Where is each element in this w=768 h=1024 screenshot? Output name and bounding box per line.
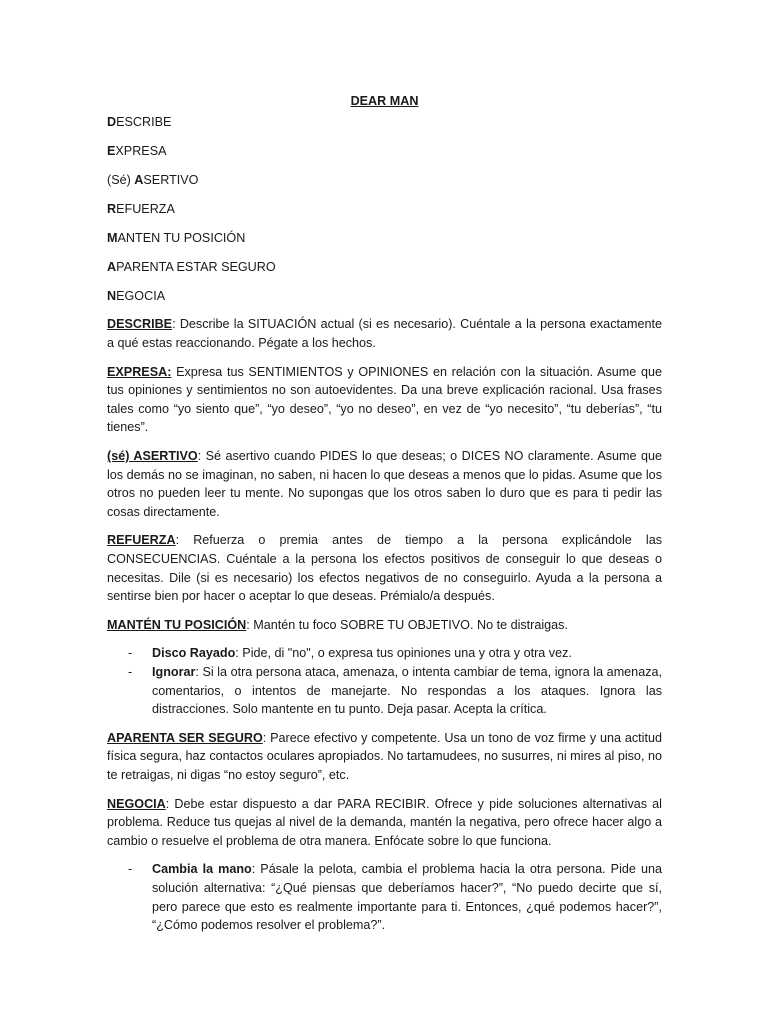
acronym-letter: M xyxy=(107,230,118,245)
section-text: : Describe la SITUACIÓN actual (si es necesario). Cuéntale a la persona exactamente a qué estas reaccionando. Pégate a los hechos. xyxy=(107,317,662,351)
acronym-letter: D xyxy=(107,114,117,129)
acronym-list xyxy=(107,113,662,306)
acronym-letter: E xyxy=(107,143,116,158)
section-text: : Sé asertivo cuando PIDES lo que deseas; o DICES NO claramente. Asume que los demás no se imaginan, no saben, ni hacen lo que deseas a menos que lo pidas. Asume que los otros no pueden leer tu mente. No supongas que los otros saben lo duro que es para ti pedir las cosas directamente. xyxy=(107,449,662,519)
technique-text: : Pásale la pelota, cambia el problema hacia la otra persona. Pide una solución alternativa: “¿Qué piensas que deberíamos hacer?”, “No puedo decirte que sí, pero parece que esto es realmente importante para ti. Entonces, ¿qué podemos hacer?”, “¿Cómo podemos resolver el problema?”. xyxy=(152,862,662,933)
acronym-line-a2 xyxy=(107,258,662,277)
section-refuerza xyxy=(107,531,662,605)
section-manten xyxy=(107,616,662,635)
technique-text: : Si la otra persona ataca, amenaza, o intenta cambiar de tema, ignora la amenaza, comentarios, o intentos de manejarte. No respondas a los ataques. Ignora las distracciones. Solo mantente en tu punto. Deja pasar. Acepta la crítica. xyxy=(152,664,662,717)
section-describe xyxy=(107,315,662,352)
section-text: : Mantén tu foco SOBRE TU OBJETIVO. No te distraigas. xyxy=(246,617,568,632)
section-asertivo xyxy=(107,447,662,521)
section-text: Expresa tus SENTIMIENTOS y OPINIONES en relación con la situación. Asume que tus opiniones y sentimientos no son autoevidentes. Da una breve explicación racional. Usa frases tales como “yo siento que”, “yo deseo”, “yo no deseo”, en vez de “yo necesito”, “tu deberías”, “tu tienes”. xyxy=(107,364,662,435)
acronym-rest: EGOCIA xyxy=(116,288,166,303)
manten-technique-list xyxy=(107,644,662,718)
section-term: REFUERZA xyxy=(107,533,176,548)
acronym-line-d xyxy=(107,113,662,132)
acronym-line-n xyxy=(107,287,662,306)
section-expresa xyxy=(107,363,662,437)
document-title: DEAR MAN xyxy=(350,94,419,108)
list-item xyxy=(107,663,662,719)
acronym-line-r xyxy=(107,200,662,219)
list-item xyxy=(107,860,662,934)
negocia-technique-list xyxy=(107,860,662,934)
dash-bullet: - xyxy=(128,862,133,877)
acronym-letter: A xyxy=(134,172,144,187)
technique-name: Ignorar xyxy=(152,664,196,679)
section-term: NEGOCIA xyxy=(107,796,166,811)
section-term: MANTÉN TU POSICIÓN xyxy=(107,617,247,632)
acronym-rest: ANTEN TU POSICIÓN xyxy=(117,230,246,245)
section-text: : Refuerza o premia antes de tiempo a la persona explicándole las CONSECUENCIAS. Cuéntale a la persona los efectos positivos de conseguir lo que deseas o necesitas. Dile (si es necesario) los efectos negativos de no conseguirlo. Ayuda a la persona a sentirse bien por hacer o aceptar lo que deseas. Prémialo/a después. xyxy=(107,533,662,604)
acronym-letter: R xyxy=(107,201,117,216)
technique-text: : Pide, di "no", o expresa tus opiniones una y otra y otra vez. xyxy=(235,646,572,661)
acronym-rest: SERTIVO xyxy=(143,172,199,187)
section-term: APARENTA SER SEGURO xyxy=(107,730,263,745)
section-aparenta xyxy=(107,729,662,785)
document-page xyxy=(107,92,662,945)
section-term: DESCRIBE xyxy=(107,317,173,332)
acronym-line-e xyxy=(107,142,662,161)
dash-bullet: - xyxy=(128,664,133,679)
section-text: : Parece efectivo y competente. Usa un tono de voz firme y una actitud física segura, haz contactos oculares apropiados. No tartamudees, no susurres, ni mires al piso, no te retraigas, ni digas “no estoy seguro”, etc. xyxy=(107,730,662,782)
section-negocia xyxy=(107,795,662,851)
acronym-prefix: (Sé) xyxy=(107,172,135,187)
section-term: (sé) ASERTIVO xyxy=(107,449,198,464)
acronym-rest: EFUERZA xyxy=(116,201,175,216)
acronym-letter: N xyxy=(107,288,117,303)
acronym-rest: XPRESA xyxy=(115,143,167,158)
acronym-rest: ESCRIBE xyxy=(116,114,172,129)
section-text: : Debe estar dispuesto a dar PARA RECIBIR. Ofrece y pide soluciones alternativas al problema. Reduce tus quejas al nivel de la demanda, mantén la negativa, pero ofrece hacer algo a cambio o resuelve el problema de otra manera. Enfócate sobre lo que funciona. xyxy=(107,796,662,848)
technique-name: Cambia la mano xyxy=(152,862,252,877)
dash-bullet: - xyxy=(128,646,133,661)
acronym-letter: A xyxy=(107,259,117,274)
list-item xyxy=(107,644,662,663)
acronym-line-m xyxy=(107,229,662,248)
acronym-rest: PARENTA ESTAR SEGURO xyxy=(116,259,276,274)
technique-name: Disco Rayado xyxy=(152,646,236,661)
section-term: EXPRESA: xyxy=(107,364,172,379)
acronym-line-a1 xyxy=(107,171,662,190)
